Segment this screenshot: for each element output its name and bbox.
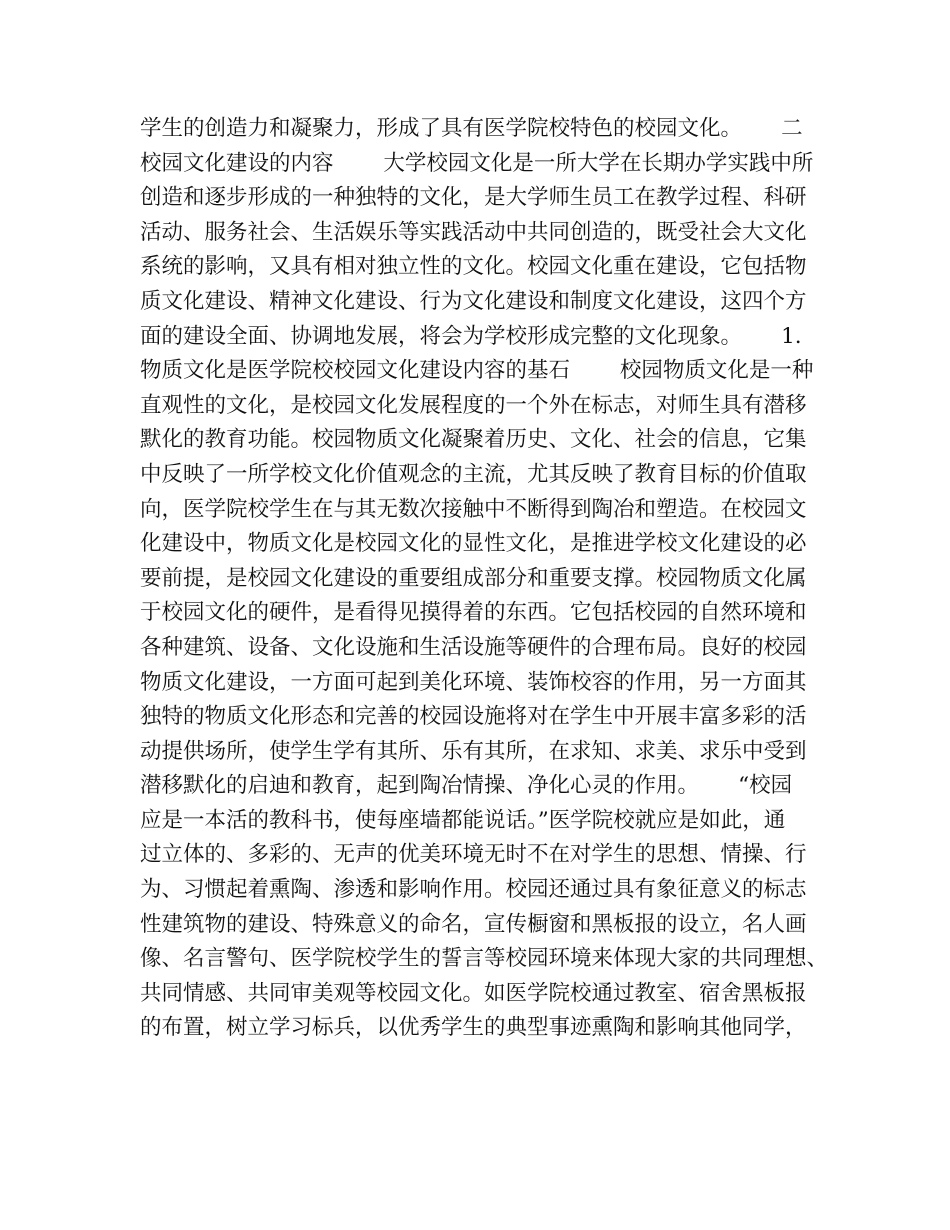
text-line: 质文化建设、精神文化建设、行为文化建设和制度文化建设，这四个方: [140, 288, 807, 314]
text-line: 校园文化建设的内容 大学校园文化是一所大学在长期办学实践中所: [140, 150, 814, 176]
text-line: 学生的创造力和凝聚力，形成了具有医学院校特色的校园文化。 二: [140, 116, 803, 141]
text-line: 直观性的文化，是校园文化发展程度的一个外在标志，对师生具有潜移: [140, 392, 807, 418]
text-line: 过立体的、多彩的、无声的优美环境无时不在对学生的思想、情操、行: [140, 842, 807, 868]
text-line: 默化的教育功能。校园物质文化凝聚着历史、文化、社会的信息，它集: [140, 427, 807, 453]
text-line: 独特的物质文化形态和完善的校园设施将对在学生中开展丰富多彩的活: [140, 704, 807, 730]
body-text: [140, 112, 830, 1046]
text-line: 物质文化是医学院校校园文化建设内容的基石 校园物质文化是一种: [140, 358, 814, 384]
text-line: 于校园文化的硬件，是看得见摸得着的东西。它包括校园的自然环境和: [140, 600, 807, 626]
text-line: 要前提，是校园文化建设的重要组成部分和重要支撑。校园物质文化属: [140, 565, 807, 591]
text-line: 物质文化建设，一方面可起到美化环境、装饰校容的作用，另一方面其: [140, 669, 807, 695]
text-line: 化建设中，物质文化是校园文化的显性文化，是推进学校文化建设的必: [140, 531, 807, 557]
text-line: 共同情感、共同审美观等校园文化。如医学院校通过教室、宿舍黑板报: [140, 980, 807, 1006]
text-line: 像、名言警句、医学院校学生的誓言等校园环境来体现大家的共同理想、: [140, 946, 829, 972]
text-line: 中反映了一所学校文化价值观念的主流，尤其反映了教育目标的价值取: [140, 461, 807, 487]
text-line: 各种建筑、设备、文化设施和生活设施等硬件的合理布局。良好的校园: [140, 634, 807, 660]
text-line: 活动、服务社会、生活娱乐等实践活动中共同创造的，既受社会大文化: [140, 219, 807, 245]
text-line: 动提供场所，使学生学有其所、乐有其所，在求知、求美、求乐中受到: [140, 738, 807, 764]
text-line: 的布置，树立学习标兵，以优秀学生的典型事迹熏陶和影响其他同学，: [140, 1015, 807, 1041]
text-line: 潜移默化的启迪和教育，起到陶冶情操、净化心灵的作用。 “校园: [140, 773, 793, 799]
text-line: 性建筑物的建设、特殊意义的命名，宣传橱窗和黑板报的设立，名人画: [140, 911, 807, 937]
text-line: 系统的影响，又具有相对独立性的文化。校园文化重在建设，它包括物: [140, 254, 807, 280]
text-line: 应是一本活的教科书，使每座墙都能说话。”医学院校就应是如此，通: [140, 807, 786, 833]
text-line: 创造和逐步形成的一种独特的文化，是大学师生员工在教学过程、科研: [140, 185, 807, 211]
text-line: 向，医学院校学生在与其无数次接触中不断得到陶冶和塑造。在校园文: [140, 496, 807, 522]
text-line: 为、习惯起着熏陶、渗透和影响作用。校园还通过具有象征意义的标志: [140, 877, 807, 903]
text-line: 面的建设全面、协调地发展，将会为学校形成完整的文化现象。 1.: [140, 323, 802, 349]
